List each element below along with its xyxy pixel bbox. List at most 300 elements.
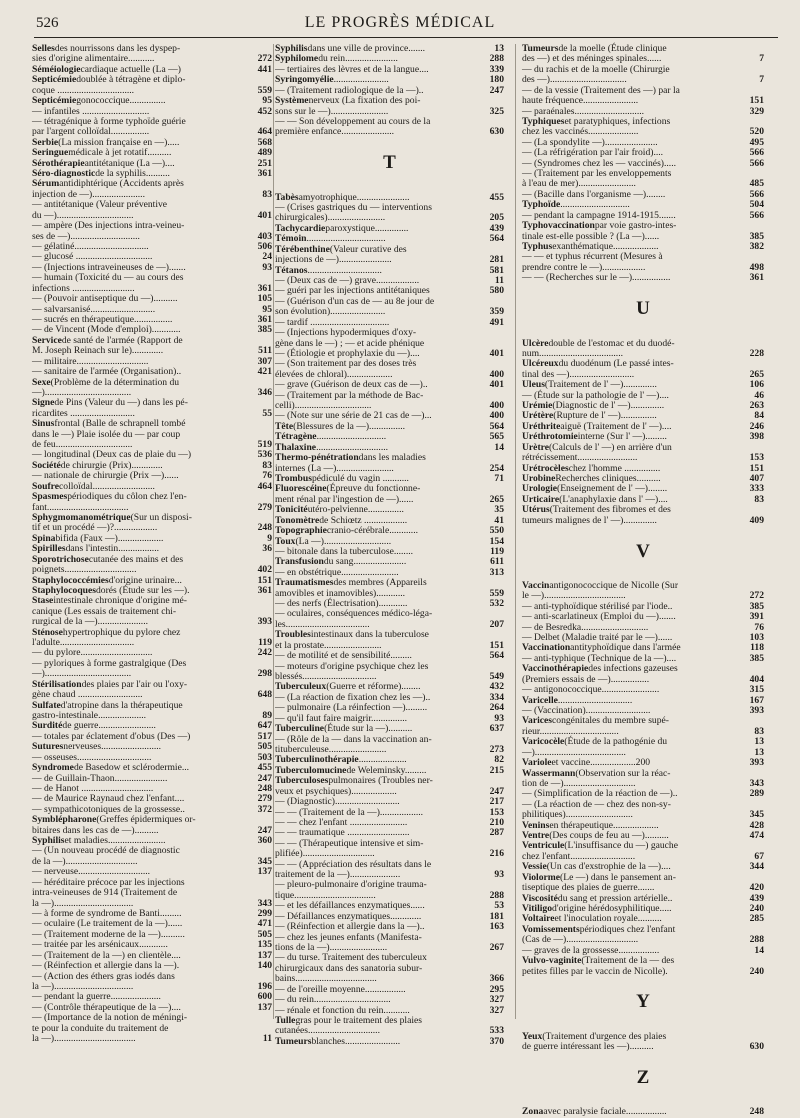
- entry-page-ref: 536: [257, 449, 272, 461]
- index-entry: [32, 294, 272, 304]
- entry-text: d'origine hérédosyphilitique.....: [552, 903, 672, 914]
- entry-text: — (La réaction de fixation chez les —)..: [275, 691, 431, 703]
- entry-page-ref: 361: [257, 584, 272, 596]
- entry-page-ref: 580: [489, 285, 504, 297]
- entry-headword: Syphilis: [32, 835, 65, 847]
- entry-text: .......................: [333, 74, 389, 86]
- entry-page-ref: 393: [257, 616, 272, 628]
- index-entry: [32, 96, 272, 106]
- entry-headword: Toux: [275, 535, 296, 547]
- entry-text: — à forme de syndrome de Banti.........: [32, 908, 182, 920]
- entry-page-ref: 272: [257, 53, 272, 65]
- entry-page-ref: 247: [489, 785, 504, 797]
- index-entry: [522, 516, 764, 526]
- entry-headword: Ulcère: [522, 337, 549, 349]
- entry-headword: Violorme: [522, 871, 561, 883]
- entry-headword: Syphilome: [275, 53, 319, 65]
- entry-page-ref: 325: [489, 105, 504, 117]
- entry-headword: Tulle: [275, 1014, 296, 1026]
- entry-headword: Syringomyélie: [275, 74, 334, 86]
- entry-page-ref: 93: [494, 712, 504, 724]
- entry-page-ref: 7: [759, 74, 764, 86]
- entry-text: — — (Traitement de la —)..................: [275, 806, 424, 818]
- index-entry: [275, 995, 504, 1005]
- index-entry: [32, 492, 272, 502]
- entry-text: doublée à tétragène et diplo-: [76, 74, 186, 86]
- entry-text: d'origine urinaire...: [108, 574, 182, 586]
- entry-text: — (Étude sur la pathologie de l' —)....: [522, 389, 669, 401]
- entry-page-ref: 272: [749, 590, 764, 602]
- entry-text: (La —)............................: [295, 535, 392, 547]
- entry-page-ref: 647: [257, 720, 272, 732]
- entry-text: M. Joseph Reinach sur le).............: [32, 345, 164, 357]
- entry-text: — — chez l'enfant ........................: [275, 816, 408, 828]
- entry-text: amovibles et inamovibles)............: [275, 587, 406, 599]
- entry-headword: Traumatismes: [275, 577, 334, 589]
- entry-text: ...............................: [307, 264, 382, 276]
- entry-page-ref: 343: [257, 897, 272, 909]
- entry-page-ref: 327: [489, 1004, 504, 1016]
- entry-text: périodiques du côlon chez l'en-: [67, 491, 187, 503]
- entry-page-ref: 333: [749, 483, 764, 495]
- entry-text: (Traitement d'urgence des plaies: [542, 1030, 667, 1042]
- entry-text: infections ..........................: [32, 282, 135, 294]
- entry-page-ref: 254: [489, 462, 504, 474]
- entry-text: — (Crises gastriques du — interventions: [275, 202, 432, 214]
- entry-headword: Spirilles: [32, 543, 66, 555]
- entry-text: nerveuses.........................: [63, 741, 162, 753]
- entry-headword: Ventricule: [522, 840, 565, 852]
- entry-page-ref: 264: [489, 702, 504, 714]
- entry-text: — Delbet (Maladie traité par le —)......: [522, 632, 673, 644]
- entry-headword: Tétragène: [275, 431, 317, 443]
- entry-text: l'adulte...............................: [32, 637, 135, 649]
- entry-headword: Signe: [32, 397, 55, 409]
- index-entry: [275, 453, 504, 463]
- entry-page-ref: 345: [749, 809, 764, 821]
- entry-text: rurgical de la —).....................: [32, 616, 148, 628]
- entry-page-ref: 344: [749, 861, 764, 873]
- entry-text: de Weleminsky.........: [346, 764, 427, 776]
- entry-text: et l'inoculation royale..........: [554, 913, 662, 925]
- entry-headword: Staphylococcémies: [32, 574, 109, 586]
- entry-text: bifida (Faux —)...................: [55, 532, 164, 544]
- entry-page-ref: 248: [257, 782, 272, 794]
- entry-page-ref: 119: [258, 637, 272, 649]
- entry-page-ref: 495: [749, 136, 764, 148]
- entry-text: et vaccine...................200: [551, 757, 651, 769]
- entry-text: aiguë (Traitement de l' —)....: [560, 420, 672, 432]
- entry-page-ref: 151: [749, 95, 764, 107]
- entry-text: des —)................................: [522, 74, 627, 86]
- entry-text: chez les vaccinés.....................: [522, 126, 639, 138]
- entry-text: — — et typhus récurrent (Mesures à: [522, 251, 663, 263]
- entry-text: prendre contre le —)..................: [522, 261, 646, 273]
- entry-page-ref: 498: [749, 261, 764, 273]
- entry-headword: Ulcéreux: [522, 358, 559, 370]
- entry-page-ref: 14: [494, 441, 504, 453]
- entry-text: — (Importance de la notion de méningi-: [32, 1012, 188, 1024]
- entry-headword: Stase: [32, 595, 54, 607]
- entry-page-ref: 265: [489, 493, 504, 505]
- entry-text: — osseuses...............................: [32, 751, 152, 763]
- entry-text: (Premiers essais de —)................: [522, 673, 650, 685]
- entry-text: — (Injections hypodermiques d'oxy-: [275, 327, 417, 339]
- entry-page-ref: 360: [257, 835, 272, 847]
- entry-text: — (La spondylite —)......................: [522, 136, 658, 148]
- entry-headword: Zona: [522, 1106, 544, 1118]
- entry-page-ref: 343: [749, 777, 764, 789]
- entry-headword: Uréthrotomie: [522, 431, 578, 443]
- entry-text: — des nerfs (Électrisation)............: [275, 598, 408, 610]
- entry-page-ref: 505: [257, 928, 272, 940]
- entry-text: tinale est-elle possible ? (La —)......: [522, 230, 660, 242]
- entry-page-ref: 400: [489, 400, 504, 412]
- journal-title: LE PROGRÈS MÉDICAL: [304, 14, 496, 31]
- entry-text: (Traitement de la — des: [581, 955, 675, 967]
- entry-text: de la moelle (Étude clinique: [558, 43, 667, 54]
- entry-text: ....................: [358, 754, 407, 766]
- entry-text: antityphoïdique dans l'armée: [570, 642, 681, 654]
- entry-page-ref: 455: [489, 191, 504, 203]
- entry-text: gène chaud ...........................: [32, 689, 143, 701]
- section-letter: Z: [636, 1067, 650, 1089]
- index-entry: [275, 255, 504, 265]
- entry-text: médicale à jet rotatif..........: [68, 147, 172, 159]
- entry-headword: Uleus: [522, 379, 545, 391]
- entry-text: gastro-intestinale....................: [32, 710, 147, 721]
- entry-page-ref: 404: [749, 673, 764, 685]
- entry-text: tiseptique des plaies de guerre.......: [522, 882, 655, 894]
- entry-text: exanthématique...................: [552, 241, 659, 253]
- entry-page-ref: 549: [489, 671, 504, 683]
- entry-text: traitement de la —).....................: [275, 869, 401, 881]
- entry-page-ref: 550: [489, 525, 504, 537]
- entry-page-ref: 382: [749, 241, 764, 253]
- entry-text: bitaires dans les cas de —)..........: [32, 824, 159, 836]
- entry-page-ref: 452: [257, 105, 272, 117]
- entry-text: hypertrophique du pylore chez: [62, 626, 181, 638]
- entry-text: — de Maurice Raynaud chez l'enfant....: [32, 793, 185, 805]
- entry-page-ref: 137: [257, 1001, 272, 1013]
- entry-page-ref: 248: [749, 1106, 764, 1118]
- entry-text: (Le —) dans le pansement an-: [560, 871, 676, 883]
- entry-headword: Urétrocèles: [522, 462, 569, 474]
- entry-page-ref: 295: [489, 983, 504, 995]
- entry-page-ref: 267: [489, 941, 504, 953]
- entry-page-ref: 137: [257, 949, 272, 961]
- entry-page-ref: 503: [257, 751, 272, 763]
- entry-page-ref: 565: [489, 431, 504, 443]
- index-entry: [522, 453, 764, 463]
- entry-page-ref: 519: [257, 439, 272, 451]
- entry-text: double de l'estomac et du duodé-: [548, 337, 675, 349]
- entry-page-ref: 504: [749, 199, 764, 211]
- entry-page-ref: 84: [754, 410, 764, 422]
- entry-text: des plaies par l'air ou l'oxy-: [81, 678, 188, 690]
- entry-text: tion de —)..............................: [522, 777, 636, 789]
- entry-headword: Viscosité: [522, 892, 558, 904]
- entry-text: — du rachis et de la moelle (Chirurgie: [522, 63, 670, 75]
- entry-headword: Vitiligo: [522, 903, 553, 914]
- entry-page-ref: 361: [749, 272, 764, 284]
- entry-page-ref: 520: [749, 126, 764, 138]
- entry-headword: Séro-diagnostic: [32, 168, 96, 180]
- entry-page-ref: 135: [257, 939, 272, 951]
- entry-text: petites filles par le vaccin de Nicolle).: [522, 965, 668, 977]
- entry-text: — (Simplification de la réaction de —)..: [522, 788, 678, 800]
- entry-text: (La mission française en —).....: [58, 136, 180, 148]
- entry-page-ref: 181: [489, 910, 504, 922]
- entry-text: — (Réinfection et allergie dans la —)..: [275, 921, 425, 933]
- entry-text: des membres (Appareils: [333, 577, 427, 589]
- entry-text: (L'anaphylaxie dans l' —)....: [559, 493, 668, 505]
- entry-page-ref: 151: [257, 574, 272, 586]
- entry-page-ref: 439: [489, 222, 504, 234]
- entry-page-ref: 89: [262, 710, 272, 721]
- entry-text: antitétanique (La —)....: [84, 157, 175, 169]
- entry-page-ref: 24: [262, 251, 272, 263]
- entry-page-ref: 511: [258, 345, 272, 357]
- entry-page-ref: 13: [754, 746, 764, 758]
- entry-text: — de motilité et de sensibilité.........: [275, 650, 412, 662]
- entry-page-ref: 83: [754, 725, 764, 737]
- entry-text: blanches.......................: [311, 1035, 401, 1047]
- entry-page-ref: 517: [257, 730, 272, 742]
- index-entry: [522, 1107, 764, 1117]
- entry-page-ref: 263: [749, 400, 764, 412]
- entry-headword: Troubles: [275, 629, 311, 641]
- entry-headword: Tuberculeux: [275, 681, 327, 693]
- entry-text: nerveux (La fixation des poi-: [308, 95, 421, 107]
- entry-text: frontal (Balle de schrapnell tombé: [54, 418, 186, 430]
- entry-text: — sympathicotoniques de la grossesse..: [32, 803, 185, 815]
- entry-text: première enfance......................: [275, 126, 395, 138]
- entry-headword: Sexe: [32, 376, 51, 388]
- entry-text: de Pins (Valeur du —) dans les pé-: [54, 397, 188, 409]
- entry-page-ref: 566: [749, 209, 764, 221]
- entry-text: chez l'homme ...............: [568, 462, 661, 474]
- entry-text: et paratyphiques, infections: [564, 115, 671, 127]
- entry-page-ref: 242: [257, 647, 272, 659]
- entry-text: — qu'il faut faire maigrir...............: [275, 712, 408, 724]
- entry-headword: Service: [32, 334, 62, 346]
- entry-text: interne (Sur l' —).........: [577, 431, 667, 443]
- entry-text: — graves de la grossesse.................: [522, 944, 660, 956]
- entry-text: (Traitement des fibromes et des: [549, 504, 671, 516]
- entry-page-ref: 11: [262, 1033, 272, 1045]
- entry-text: — (Guérison d'un cas de — au 8e jour de: [275, 295, 435, 307]
- entry-page-ref: 630: [489, 126, 504, 138]
- entry-text: — du rein................................: [275, 994, 391, 1006]
- entry-text: gras pour le traitement des plaies: [295, 1014, 422, 1026]
- entry-text: — — traumatique ..........................: [275, 827, 410, 839]
- entry-text: gène dans le —) ; — et acide phénique: [275, 337, 425, 349]
- index-entry: [275, 797, 504, 807]
- entry-page-ref: 489: [257, 147, 272, 159]
- index-entry: [522, 883, 764, 893]
- entry-page-ref: 564: [489, 233, 504, 245]
- entry-headword: Thermo-pénétration: [275, 452, 359, 464]
- entry-page-ref: 205: [489, 212, 504, 224]
- column-divider: [515, 44, 516, 1019]
- entry-text: dans le —) Plaie isolée du — par coup: [32, 428, 181, 440]
- index-entry: [32, 565, 272, 575]
- entry-text: — et les défaillances enzymatiques......: [275, 900, 425, 912]
- entry-text: (Guerre et réforme)........: [326, 681, 421, 693]
- entry-page-ref: 474: [749, 830, 764, 842]
- entry-text: (Enseignement de l' —)........: [557, 483, 668, 495]
- entry-text: — (Traitement par la méthode de Bac-: [275, 389, 424, 401]
- entry-headword: Septicémie: [32, 74, 77, 86]
- entry-page-ref: 105: [257, 293, 272, 305]
- entry-text: — (La réfrigération par l'air froid)....: [522, 147, 664, 159]
- entry-text: — traitée par les arsénicaux............: [32, 939, 168, 951]
- entry-text: (Greffes épidermiques or-: [96, 814, 196, 826]
- entry-text: fant..................................: [32, 501, 129, 513]
- entry-text: (L'insuffisance du —) gauche: [564, 840, 678, 852]
- entry-text: du rein......................: [318, 53, 398, 65]
- entry-page-ref: 163: [489, 921, 504, 933]
- entry-text: internes (La —)........................: [275, 462, 394, 474]
- entry-text: (Traitement de l' —)..............: [544, 379, 657, 391]
- entry-page-ref: 153: [489, 806, 504, 818]
- entry-page-ref: 41: [494, 514, 504, 526]
- entry-text: colloïdal..........................: [59, 480, 155, 492]
- entry-page-ref: 339: [489, 63, 504, 75]
- entry-text: utéro-pelvienne...............: [307, 504, 404, 516]
- entry-headword: Selles: [32, 43, 55, 54]
- entry-headword: Tachycardie: [275, 222, 326, 234]
- entry-text: tif et un procédé —)?..................: [32, 522, 158, 534]
- entry-text: — chez les jeunes enfants (Manifesta-: [275, 931, 422, 943]
- entry-page-ref: 76: [262, 470, 272, 482]
- entry-text: ricardites ...........................: [32, 407, 135, 419]
- entry-page-ref: 637: [489, 723, 504, 735]
- entry-headword: Spasmes: [32, 491, 68, 503]
- entry-text: — en obstétrique........................: [275, 566, 399, 578]
- entry-text: — paraénales.............................: [522, 105, 645, 117]
- entry-headword: Serbie: [32, 136, 59, 148]
- entry-page-ref: 118: [750, 642, 764, 654]
- entry-text: (Rupture de l' —)...............: [553, 410, 657, 422]
- entry-headword: Sutures: [32, 741, 64, 753]
- entry-text: la —).................................: [32, 897, 134, 909]
- entry-page-ref: 55: [262, 407, 272, 419]
- entry-text: — de Vincent (Mode d'emploi)............: [32, 324, 181, 336]
- entry-text: bains..................................: [275, 973, 377, 985]
- entry-page-ref: 361: [257, 282, 272, 294]
- entry-text: — (Note sur une série de 21 cas de —)...: [275, 410, 432, 422]
- entry-text: du sang et pression artérielle..: [557, 892, 673, 904]
- index-column-1: [32, 44, 272, 1045]
- entry-text: (Observation sur la réac-: [575, 767, 671, 779]
- entry-text: — pendant la guerre.....................: [32, 991, 161, 1003]
- entry-headword: Staphylocoques: [32, 584, 96, 596]
- index-entry: [275, 1037, 504, 1047]
- entry-headword: Venins: [522, 819, 550, 831]
- entry-text: intestinaux dans la tuberculose: [310, 629, 429, 641]
- entry-text: (Diagnostic de l' —)..............: [552, 400, 665, 412]
- entry-headword: Variole: [522, 757, 552, 769]
- entry-page-ref: 307: [257, 355, 272, 367]
- entry-headword: Tuberculine: [275, 723, 325, 735]
- index-entry: [32, 690, 272, 700]
- entry-text: tions de la —)........................: [275, 941, 388, 953]
- entry-headword: Sinus: [32, 418, 55, 430]
- entry-text: chirurgicales)........................: [275, 212, 386, 224]
- entry-text: —)......................................: [522, 746, 626, 758]
- entry-text: dans une ville de province.......: [307, 43, 426, 54]
- entry-page-ref: 391: [749, 611, 764, 623]
- entry-page-ref: 403: [257, 230, 272, 242]
- section-letter: Y: [636, 991, 650, 1013]
- index-entry: [275, 127, 504, 137]
- entry-page-ref: 83: [262, 188, 272, 200]
- entry-page-ref: 285: [749, 913, 764, 925]
- entry-text: du sang......................: [323, 556, 407, 568]
- section-letter: V: [636, 540, 650, 562]
- entry-page-ref: 216: [489, 848, 504, 860]
- entry-text: — du pylore..............................: [32, 647, 153, 659]
- entry-page-ref: 611: [490, 556, 504, 568]
- entry-text: — tétragénique à forme typhoïde guérie: [32, 115, 186, 127]
- entry-headword: Sténose: [32, 626, 63, 638]
- entry-page-ref: 334: [489, 691, 504, 703]
- entry-page-ref: 566: [749, 157, 764, 169]
- entry-text: d'atropine dans la thérapeutique: [60, 699, 183, 711]
- entry-headword: Ventre: [522, 830, 550, 842]
- entry-text: — pulmonaire (La réinfection —).........: [275, 702, 428, 714]
- entry-text: ses de —).............................: [32, 230, 140, 242]
- entry-headword: Vomissements: [522, 923, 580, 935]
- entry-text: — de l'oreille moyenne.................: [275, 983, 406, 995]
- entry-page-ref: 13: [494, 43, 504, 54]
- entry-page-ref: 313: [489, 566, 504, 578]
- entry-text: injections de —)......................: [275, 254, 392, 266]
- entry-headword: Surdité: [32, 720, 63, 732]
- entry-text: — nationale de chirurgie (Prix —)......: [32, 470, 179, 482]
- entry-page-ref: 288: [489, 53, 504, 65]
- entry-headword: Septicémie: [32, 95, 77, 107]
- entry-page-ref: 215: [489, 764, 504, 776]
- entry-page-ref: 581: [489, 264, 504, 276]
- entry-text: — antitétanique (Valeur préventive: [32, 199, 168, 211]
- entry-text: par l'argent colloïdal................: [32, 126, 150, 138]
- index-entry: [275, 96, 504, 106]
- entry-page-ref: 140: [257, 960, 272, 972]
- entry-headword: Spina: [32, 532, 56, 544]
- entry-text: cutanées..............................: [275, 1025, 380, 1037]
- entry-page-ref: 385: [257, 324, 272, 336]
- entry-page-ref: 35: [494, 504, 504, 516]
- entry-page-ref: 273: [489, 743, 504, 755]
- entry-text: et la prostate........................: [275, 639, 382, 651]
- entry-headword: Vessie: [522, 861, 547, 873]
- entry-headword: Typhus: [522, 241, 553, 253]
- entry-page-ref: 151: [489, 639, 504, 651]
- entry-page-ref: 248: [257, 522, 272, 534]
- entry-text: — (Syndromes chez les — vaccinés).....: [522, 157, 676, 169]
- entry-text: — (Rôle de la — dans la vaccination an-: [275, 733, 432, 745]
- entry-page-ref: 217: [489, 796, 504, 808]
- entry-page-ref: 53: [494, 900, 504, 912]
- entry-page-ref: 93: [262, 261, 272, 273]
- entry-text: de chirurgie (Prix).............: [60, 459, 163, 471]
- entry-text: chez l'enfant...........................: [522, 850, 636, 862]
- entry-text: — (Deux cas de —) grave..................: [275, 274, 420, 286]
- page-number: 526: [36, 15, 59, 31]
